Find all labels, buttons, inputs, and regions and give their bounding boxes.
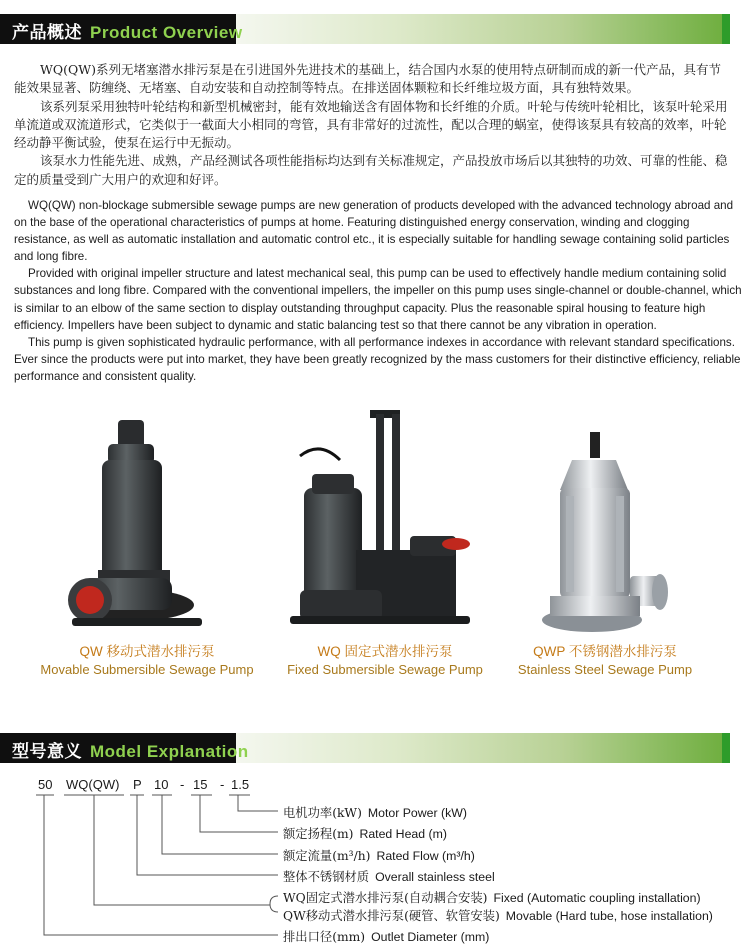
label-outlet-diameter	[283, 927, 489, 945]
model-title-en: Model Explanation	[90, 742, 249, 761]
product-stainless-label-en: Stainless Steel Sewage Pump	[517, 662, 693, 677]
label-outlet-diameter-cn: 排出口径(mm)	[283, 930, 366, 944]
en-paragraph-1: WQ(QW) non-blockage submersible sewage pumps are new generation of products developed with the advanced technology abroad and on the base of the operational characteristics of pumps at home. Featuring distinguished energy conservation, winding and clogging resistance, as well as automatic installation and automatic control etc., it is especially suitable for handling sewage containing solid particles and long fibre.	[14, 199, 734, 264]
code-wq-qw: WQ(QW)	[66, 777, 120, 792]
label-rated-flow-cn: 额定流量(m³/h)	[283, 849, 371, 863]
product-movable-label-cn: QW 移动式潜水排污泵	[79, 644, 215, 659]
overview-title-en: Product Overview	[90, 23, 243, 42]
model-diagram	[0, 760, 750, 950]
code-15: 15	[193, 777, 208, 792]
label-rated-flow	[283, 846, 475, 864]
en-paragraph-3: This pump is given sophisticated hydraulic performance, with all performance indexes in accordance with relevant standard specifications. Ever since the products were put into market, they have been greatly recognized by the mass customers for their distinctive efficiency, reliable performance and consistent quality.	[14, 335, 741, 383]
code-1-5: 1.5	[231, 777, 250, 792]
label-rated-head-cn: 额定扬程(m)	[283, 827, 354, 841]
overview-header	[0, 14, 740, 44]
product-movable-label-en: Movable Submersible Sewage Pump	[40, 662, 254, 677]
code-dash-1: -	[180, 777, 185, 792]
product-stainless	[480, 400, 730, 710]
cn-paragraph-2: 该系列泵采用独特叶轮结构和新型机械密封，能有效地输送含有固体物和长纤维的介质。叶轮与传统叶轮相比，该泵叶轮采用单流道或双流道形式，它类似于一截面大小相同的弯管，具有非常好的过流性，配以合理的蜗室，使得该泵具有较高的效率，叶轮经动静平衡试验，使泵在运行中无振动。	[14, 98, 728, 151]
label-motor-power-en: Motor Power (kW)	[367, 806, 467, 820]
cn-paragraph-3: 该泵水力性能先进、成熟，产品经测试各项性能指标均达到有关标准规定，产品投放市场后以其独特的功效、可靠的性能、稳定的质量受到广大用户的欢迎和好评。	[14, 153, 728, 187]
product-stainless-label-cn: QWP 不锈钢潜水排污泵	[533, 644, 677, 659]
header-green-cap	[722, 14, 730, 44]
product-fixed-label-en: Fixed Submersible Sewage Pump	[287, 662, 483, 677]
en-paragraph-2: Provided with original impeller structure and latest mechanical seal, this pump can be used to effectively handle medium containing solid substances and long fibre. Compared with the conventional impellers, the impeller on this pump uses single-channel or double-channel, which is similar to an elbow of the same section to display outstanding throughput capacity. Plus the reasonable spiral housing to feature high efficiency. Impellers have been subject to dynamic and static balancing test so that there cannot be any vibration in operation.	[14, 267, 742, 332]
label-stainless-en: Overall stainless steel	[375, 870, 495, 884]
label-motor-power-cn: 电机功率(kW)	[283, 806, 362, 820]
model-header	[0, 733, 740, 763]
label-fixed-wq-en: Fixed (Automatic coupling installation)	[493, 891, 701, 905]
model-title	[12, 737, 249, 762]
overview-title	[12, 18, 243, 43]
fixed-pump-image	[260, 400, 510, 640]
label-movable-qw-cn: QW移动式潜水排污泵(硬管、软管安装)	[283, 909, 500, 923]
label-fixed-wq-cn: WQ固定式潜水排污泵(自动耦合安装)	[283, 891, 488, 905]
model-header-gradient-bar	[236, 733, 726, 763]
movable-pump-image	[22, 400, 272, 640]
overview-title-cn: 产品概述	[12, 23, 82, 42]
overview-text-cn	[14, 61, 732, 189]
code-p: P	[133, 777, 142, 792]
product-movable	[22, 400, 272, 710]
label-movable-qw	[283, 906, 713, 924]
code-dash-2: -	[220, 777, 225, 792]
label-stainless-cn: 整体不锈钢材质	[283, 870, 370, 884]
model-title-cn: 型号意义	[12, 742, 82, 761]
product-fixed-label-cn: WQ 固定式潜水排污泵	[317, 644, 453, 659]
product-fixed	[260, 400, 510, 710]
label-motor-power	[283, 803, 467, 821]
code-10: 10	[154, 777, 169, 792]
model-header-green-cap	[722, 733, 730, 763]
cn-paragraph-1: WQ(QW)系列无堵塞潜水排污泵是在引进国外先进技术的基础上，结合国内水泵的使用特点研制而成的新一代产品，具有节能效果显著、防缠绕、无堵塞、自动安装和自动控制等特点。在排送固体颗粒和长纤维垃圾方面，具有独特效果。	[14, 62, 721, 96]
stainless-pump-image	[480, 400, 730, 640]
code-50: 50	[38, 777, 53, 792]
label-stainless	[283, 867, 495, 885]
header-gradient-bar	[236, 14, 726, 44]
label-movable-qw-en: Movable (Hard tube, hose installation)	[505, 909, 713, 923]
label-rated-flow-en: Rated Flow (m³/h)	[376, 849, 475, 863]
label-outlet-diameter-en: Outlet Diameter (mm)	[371, 930, 490, 944]
overview-text-en	[14, 197, 742, 385]
label-rated-head-en: Rated Head (m)	[359, 827, 447, 841]
label-fixed-wq	[283, 888, 701, 906]
label-rated-head	[283, 824, 447, 842]
